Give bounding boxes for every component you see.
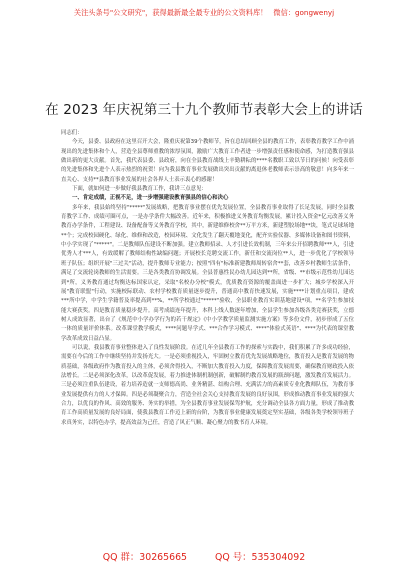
top-banner <box>0 8 408 18</box>
section-heading-1: 一、肯定成绩，正视不足，进一步增强建设教育强县的信心和决心 <box>72 195 229 202</box>
footer-qq-group: QQ 群：30265665 <box>102 552 188 563</box>
footer-qq-number: QQ 号：535304092 <box>215 552 306 563</box>
greeting: 同志们： <box>61 130 83 136</box>
document-title: 在 2023 年庆祝第三十九个教师节表彰大会上的讲话 <box>45 102 363 118</box>
banner-promo-text: 关注头条号"公文研究"，获得最新最全最专业的公文资料库！ <box>73 8 268 17</box>
preface-paragraph: 下面，就如何进一步做好我县教育工作，我讲三点意见： <box>72 186 207 193</box>
banner-wechat-text: 微信：gongwenyj <box>273 8 335 17</box>
document-body <box>61 129 354 428</box>
summary-paragraph: 可以说，我县教育事业整体进入了良性发展阶段。在近几年全县教育工作的探索与实践中，我们积累了许多成功经验，需要在今后的工作中继续坚持并发扬光大。一是必须重视投入，牢固树立教育优先发展战略地位，教育投入是教育发展的物质基础，各级政府作为教育投入的主体，必须舍得投入，不断加大教育投入力度，保障教育发展需要，确保教育财政投入依法增长。二是必须深化改革，以改革促发展，着力推进体制机制创新，破解制约教育发展的瓶颈问题，激发教育发展活力。三是必须注重队伍建设，着力培养造就一支师德高尚、业务精湛、结构合理、充满活力的高素质专业化教师队伍，为教育事业发展提供有力的人才保障。四是必须凝聚合力，营造全社会关心支持教育发展的良好氛围，形成推动教育事业发展的强大合力，以优良的作风、高效的服务、务实的举措，为全县教育事业发展保驾护航，充分调动全县各方面力量，形成了推动教育工作高质量发展的良好局面，使我县教育工作迈上新的台阶，为教育事业健康发展奠定坚实基础，各级各类学校领导班子求真务实，以特色办学，提高效益为己任，营造了风正气顺、凝心聚力的教书育人环境。 <box>61 344 354 426</box>
footer-contact <box>0 549 408 563</box>
intro-paragraph: 今天，县委、县政府在这里召开大会，隆重庆祝第39个教师节，旨在总结回顾全县的教育工作，表彰教育教学工作中涌现出的先进集体和个人，营造全县尊师重教的浓厚氛围，激励广大教育工作者进一步增强责任感和使命感，为打造教育强县做出新的更大贡献。首先，我代表县委、县政府，向在全县教育战线上辛勤耕耘的****名教职工致以节日的问候！向受表彰的先进集体和先进个人表示热烈的祝贺！向为我县教育事业发展做出突出贡献的离退休老教师表示崇高的敬意！向多年来一直关心、支持**县教育事业发展的社会各界人士表示衷心的感谢！ <box>61 139 354 183</box>
section-1-paragraph: 多年来，我县始终坚持"*****"发展战略，把教育事业摆在优先发展位置，全县教育事业取得了长足发展，同时全县教育教学工作、成绩可圈可点，一是办学条件大幅改善。近年来，积极推进义务教育均衡发展，累计投入资金*亿元改善义务教育办学条件，工程建设、设备配备等义务教育学校，其中，新建维修校舍**万平方米，新建塑胶场地**块，笔式足球场地**个；完成校园硬化、绿化、维修和改造，校园环境、文化发生了翻天覆地变化，配齐实验仪器、多媒体设备和图书资料，中小学实现了"*****"。二是教师队伍建设不断加强。建立教师招录、人才引进长效机制，三年来公开招聘教师***人，引进优秀人才***人，有效缓解了教师结构性缺编问题；开展校长竞聘交流工作，新任和交流岗位**人，进一步优化了学校领导班子队伍；组织开展"三过关"活动，提升教师专业能力；按照"四有"标准新建教师周转宿舍**套，改善乡村教师生活条件，满足了交流轮岗教师的生活需要。三是各类教育协调发展。全县普惠性民办幼儿园达到**所，省级、**市级示范性幼儿园达到*所，义务教育通过均衡达标国家认定，采取"名校办分校"模式，优质教育资源的覆盖面进一步扩大；城乡学校深入开展"教育联盟"行动，实施校际联动、农村学校教育质量逐步提升，普通高中教育快速发展，实施****计划重点项目，建成***所中学，中学生学籍普及率提高到**%，**所学校通过"*****"验收，全县职业教育实训基地建设*项，**名学生参加技能大赛获奖。四是教育质量稳步提升。高考成绩连年提升，本科上线人数逐年增加，全县学生参加各级各类竞赛获奖，立德树人成效显著，出台了《规范中小学办学行为的若干规定》《中小学教学质量监测实施方案》等多份文件，初步形成了五位一体的质量评价体系。改革课堂教学模式，****问题导学式、***合作学习模式、****"体验式英语"、****为代表的课堂教学改革成效日益凸显。 <box>61 204 354 342</box>
